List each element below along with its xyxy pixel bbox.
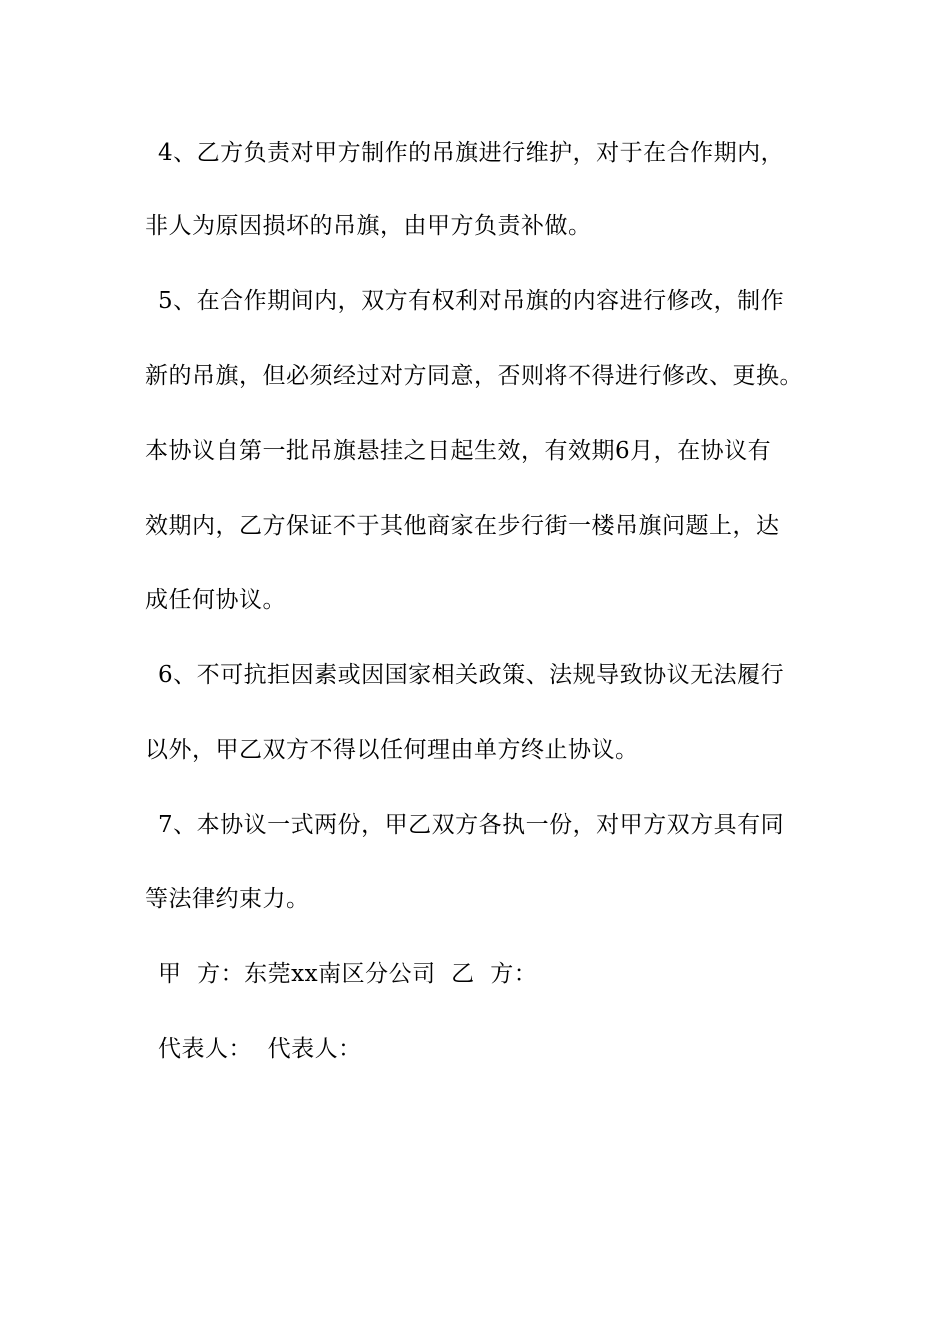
clause-4-line-2: 非人为原因损坏的吊旗，由甲方负责补做。	[145, 213, 592, 239]
representative-line: 代表人： 代表人：	[158, 1036, 362, 1062]
clause-6-line-2: 以外，甲乙双方不得以任何理由单方终止协议。	[145, 737, 639, 763]
clause-7-line-2: 等法律约束力。	[145, 886, 310, 912]
validity-line-2: 效期内，乙方保证不于其他商家在步行街一楼吊旗问题上，达	[145, 513, 780, 539]
clause-7-line-1: 7、本协议一式两份，甲乙双方各执一份，对甲方双方具有同	[158, 812, 785, 838]
clause-5-line-1: 5、在合作期间内，双方有权利对吊旗的内容进行修改，制作	[158, 288, 785, 314]
party-line: 甲 方：东莞xx南区分公司 乙 方：	[158, 961, 538, 987]
clause-6-line-1: 6、不可抗拒因素或因国家相关政策、法规导致协议无法履行	[158, 662, 785, 688]
validity-line-3: 成任何协议。	[145, 587, 286, 613]
clause-5-line-2: 新的吊旗，但必须经过对方同意，否则将不得进行修改、更换。	[145, 363, 803, 389]
validity-line-1: 本协议自第一批吊旗悬挂之日起生效，有效期6月，在协议有	[145, 438, 772, 464]
clause-4-line-1: 4、乙方负责对甲方制作的吊旗进行维护，对于在合作期内，	[158, 140, 785, 166]
